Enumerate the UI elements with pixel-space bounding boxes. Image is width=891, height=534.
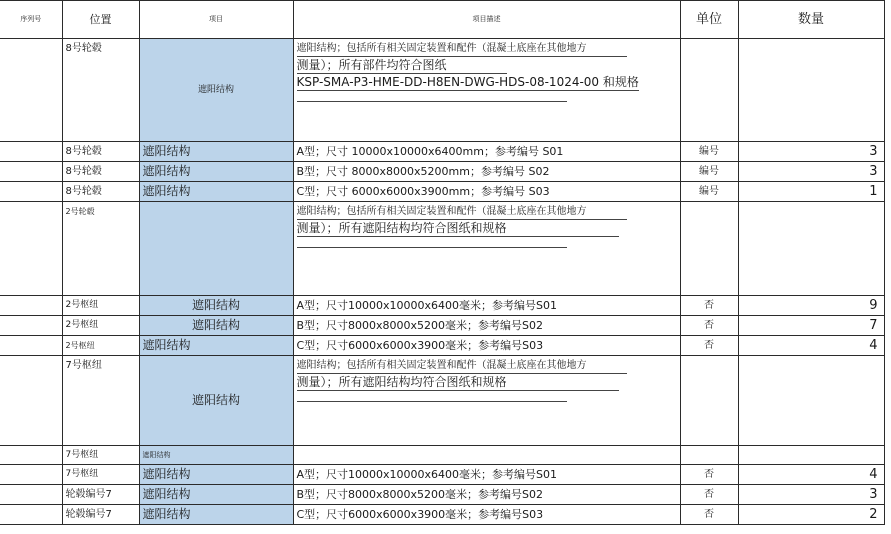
header-seq: 序列号 (0, 1, 62, 39)
item-cell: 遮阳结构 (139, 505, 293, 525)
position-cell: 2号枢纽 (62, 336, 139, 356)
description-cell: B型；尺寸8000x8000x5200毫米；参考编号S02 (293, 316, 680, 336)
unit-cell: 编号 (680, 162, 738, 182)
description-cell: A型；尺寸10000x10000x6400毫米；参考编号S01 (293, 465, 680, 485)
quantity-cell (738, 39, 884, 142)
item-cell: 遮阳结构 (139, 142, 293, 162)
header-pos: 位置 (62, 1, 139, 39)
unit-cell: 否 (680, 316, 738, 336)
seq-cell (0, 485, 62, 505)
unit-cell: 否 (680, 336, 738, 356)
unit-cell: 编号 (680, 182, 738, 202)
seq-cell (0, 316, 62, 336)
underline-divider (297, 237, 567, 248)
position-cell: 轮毂编号7 (62, 485, 139, 505)
description-cell: C型；尺寸6000x6000x3900毫米；参考编号S03 (293, 336, 680, 356)
item-cell: 遮阳结构 (139, 182, 293, 202)
description-cell: A型；尺寸10000x10000x6400毫米；参考编号S01 (293, 296, 680, 316)
position-cell: 7号枢纽 (62, 356, 139, 446)
item-cell: 遮阳结构 (139, 465, 293, 485)
position-cell: 2号轮毂 (62, 202, 139, 296)
unit-cell (680, 446, 738, 465)
unit-cell: 否 (680, 465, 738, 485)
description-cell: B型；尺寸8000x8000x5200毫米；参考编号S02 (293, 485, 680, 505)
quantity-cell: 2 (738, 505, 884, 525)
table-row (0, 162, 884, 182)
description-line: 遮阳结构；包括所有相关固定装置和配件（混凝土底座在其他地方 (297, 205, 627, 220)
quantity-cell: 4 (738, 465, 884, 485)
item-cell: 遮阳结构 (139, 162, 293, 182)
table-row (0, 356, 884, 446)
description-cell: C型；尺寸 6000x6000x3900mm；参考编号 S03 (293, 182, 680, 202)
position-cell: 8号轮毂 (62, 39, 139, 142)
item-cell: 遮阳结构 (139, 336, 293, 356)
description-cell: A型；尺寸 10000x10000x6400mm；参考编号 S01 (293, 142, 680, 162)
description-line: 测量）；所有部件均符合图纸 (297, 57, 507, 74)
table-row (0, 142, 884, 162)
underline-divider (297, 391, 567, 402)
quantity-cell: 7 (738, 316, 884, 336)
position-cell: 轮毂编号7 (62, 505, 139, 525)
seq-cell (0, 505, 62, 525)
item-cell (139, 202, 293, 296)
description-cell (293, 446, 680, 465)
unit-cell: 否 (680, 296, 738, 316)
table-row (0, 182, 884, 202)
table-row (0, 465, 884, 485)
seq-cell (0, 336, 62, 356)
unit-cell: 否 (680, 485, 738, 505)
seq-cell (0, 296, 62, 316)
table-row (0, 485, 884, 505)
underline-divider (297, 91, 567, 102)
table-row (0, 336, 884, 356)
table-row (0, 316, 884, 336)
seq-cell (0, 182, 62, 202)
description-cell (293, 356, 680, 446)
unit-cell (680, 202, 738, 296)
item-cell: 遮阳结构 (139, 39, 293, 142)
position-cell: 7号枢纽 (62, 465, 139, 485)
header-row (0, 1, 884, 39)
item-cell: 遮阳结构 (139, 356, 293, 446)
quantity-cell: 4 (738, 336, 884, 356)
table-row (0, 202, 884, 296)
quantity-cell: 9 (738, 296, 884, 316)
header-desc: 项目描述 (293, 1, 680, 39)
seq-cell (0, 39, 62, 142)
seq-cell (0, 446, 62, 465)
header-unit: 单位 (680, 1, 738, 39)
description-line: 测量）；所有遮阳结构均符合图纸和规格 (297, 220, 619, 237)
description-line: KSP-SMA-P3-HME-DD-H8EN-DWG-HDS-08-1024-00 和规格 (296, 75, 639, 89)
position-cell: 2号枢纽 (62, 316, 139, 336)
item-cell: 遮阳结构 (139, 296, 293, 316)
table-row (0, 505, 884, 525)
position-cell: 2号枢纽 (62, 296, 139, 316)
seq-cell (0, 162, 62, 182)
header-item: 项目 (139, 1, 293, 39)
unit-cell (680, 39, 738, 142)
description-line: 遮阳结构；包括所有相关固定装置和配件（混凝土底座在其他地方 (297, 359, 627, 374)
description-line: 遮阳结构；包括所有相关固定装置和配件（混凝土底座在其他地方 (297, 42, 627, 57)
quantity-cell: 3 (738, 142, 884, 162)
seq-cell (0, 202, 62, 296)
description-cell: B型；尺寸 8000x8000x5200mm；参考编号 S02 (293, 162, 680, 182)
table-row (0, 296, 884, 316)
quantity-cell (738, 356, 884, 446)
unit-cell: 否 (680, 505, 738, 525)
quantity-cell (738, 202, 884, 296)
unit-cell: 编号 (680, 142, 738, 162)
seq-cell (0, 356, 62, 446)
quantity-cell: 1 (738, 182, 884, 202)
seq-cell (0, 142, 62, 162)
quantity-cell (738, 446, 884, 465)
quantity-cell: 3 (738, 162, 884, 182)
table-row (0, 446, 884, 465)
item-cell: 遮阳结构 (139, 316, 293, 336)
description-cell: C型；尺寸6000x6000x3900毫米；参考编号S03 (293, 505, 680, 525)
quantity-cell: 3 (738, 485, 884, 505)
item-cell: 遮阳结构 (139, 446, 293, 465)
unit-cell (680, 356, 738, 446)
position-cell: 8号轮毂 (62, 162, 139, 182)
description-cell (293, 202, 680, 296)
description-line: 测量）；所有遮阳结构均符合图纸和规格 (297, 374, 619, 391)
position-cell: 7号枢纽 (62, 446, 139, 465)
header-qty: 数量 (738, 1, 884, 39)
seq-cell (0, 465, 62, 485)
item-cell: 遮阳结构 (139, 485, 293, 505)
table-row (0, 39, 884, 142)
description-cell (293, 39, 680, 142)
position-cell: 8号轮毂 (62, 142, 139, 162)
position-cell: 8号轮毂 (62, 182, 139, 202)
